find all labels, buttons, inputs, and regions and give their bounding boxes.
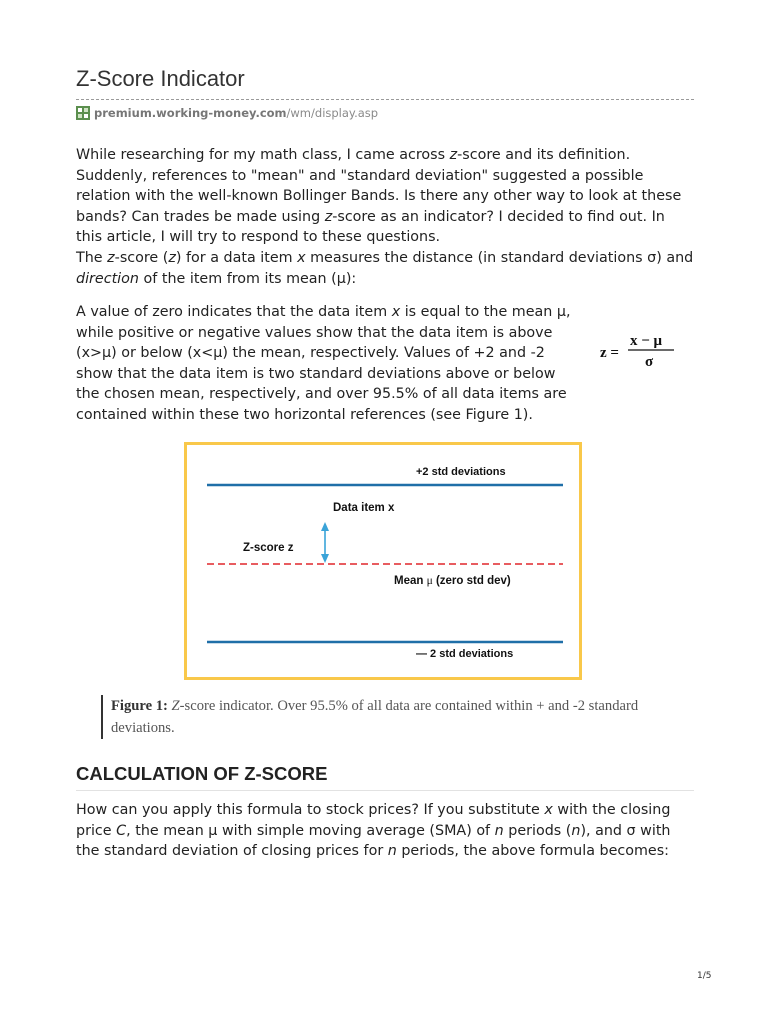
lower-band-label: — 2 std deviations (416, 648, 514, 660)
figure-caption: Figure 1: Z-score indicator. Over 95.5% of all data are contained within + and -2 standard deviations. (101, 695, 701, 739)
zero-value-paragraph: A value of zero indicates that the data item x is equal to the mean μ, while positive or negative values show that the data item is above (x>μ) or below (x<μ) the mean, respectively. Values of +2 and -2 show that the data item is two standard deviations above or below the chosen mean, respectively, and over 95.5% of all data items are contained within these two horizontal references (see Figure 1). (76, 304, 571, 423)
section-divider (76, 790, 694, 791)
z-score-label: Z-score z (243, 542, 294, 554)
section-heading: CALCULATION OF Z-SCORE (76, 763, 328, 784)
source-host-link[interactable]: premium.working-money.com (94, 106, 287, 120)
calculation-paragraph: How can you apply this formula to stock prices? If you substitute x with the closing price C, the mean μ with simple moving average (SMA) of n periods (n), and σ with the standard deviation of closing prices for n periods, the above formula becomes: (76, 802, 671, 860)
source-path: /wm/display.asp (286, 106, 379, 120)
page-number: 1/5 (697, 971, 712, 981)
page-title: Z-Score Indicator (76, 66, 245, 91)
source-line (76, 106, 378, 123)
data-item-label: Data item x (333, 502, 395, 514)
formula-lhs: z = (600, 345, 619, 361)
formula-numerator: x − μ (630, 333, 663, 349)
mean-label: Mean μ (zero std dev) (394, 575, 511, 587)
figure-diagram (187, 445, 579, 677)
z-score-formula (600, 330, 700, 370)
title-divider (76, 99, 694, 100)
arrow-head-down-icon (321, 554, 329, 563)
site-favicon-icon (76, 106, 90, 123)
intro-paragraph: While researching for my math class, I came across z-score and its definition. Suddenly, references to "mean" and "standard deviation" suggested a possible relation with the well-known Bollinger Bands. Is there any other way to look at these bands? Can trades be made using z-score as an indicator? I decided to find out. In this article, I will try to respond to these questions. The z-score (z) for a data item x measures the distance (in standard deviations σ) and direction of the item from its mean (μ): (76, 147, 694, 287)
arrow-head-up-icon (321, 522, 329, 531)
upper-band-label: +2 std deviations (416, 466, 506, 478)
figure-1 (184, 442, 582, 680)
formula-denominator: σ (645, 354, 654, 370)
